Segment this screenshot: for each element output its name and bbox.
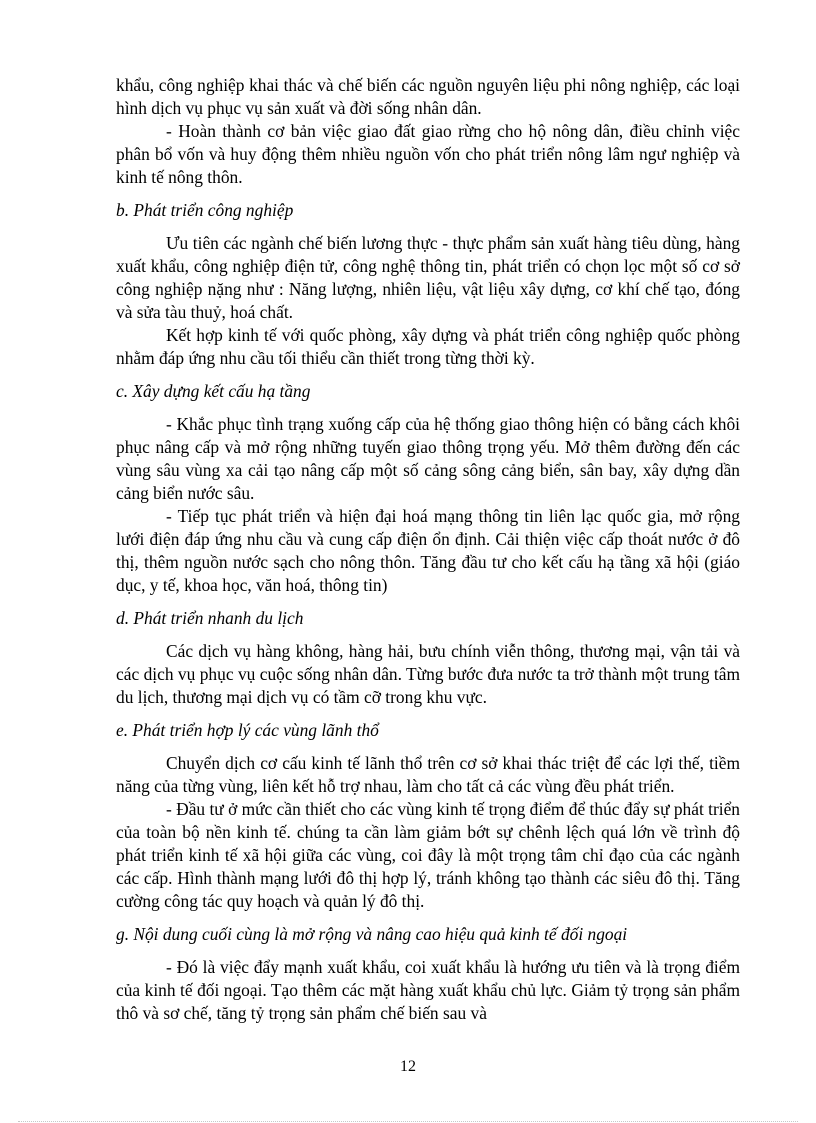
paragraph: Các dịch vụ hàng không, hàng hải, bưu chính viễn thông, thương mại, vận tải và các dịch vụ phục vụ cuộc sống nhân dân. Từng bước đưa nước ta trở thành một trung tâm du lịch, thương mại dịch vụ có tầm cỡ trong khu vực. — [116, 641, 740, 707]
section-heading: d. Phát triển nhanh du lịch — [116, 608, 304, 628]
section-heading: b. Phát triển công nghiệp — [116, 200, 294, 220]
paragraph: Chuyển dịch cơ cấu kinh tế lãnh thổ trên cơ sở khai thác triệt để các lợi thế, tiềm năng của từng vùng, liên kết hỗ trợ nhau, làm cho tất cả các vùng đều phát triển. — [116, 753, 740, 796]
section-heading: c. Xây dựng kết cấu hạ tầng — [116, 381, 311, 401]
paragraph: khẩu, công nghiệp khai thác và chế biến các nguồn nguyên liệu phi nông nghiệp, các loại hình dịch vụ phục vụ sản xuất và đời sống nhân dân. — [116, 75, 740, 118]
section-heading: e. Phát triển hợp lý các vùng lãnh thổ — [116, 720, 379, 740]
section-heading: g. Nội dung cuối cùng là mở rộng và nâng cao hiệu quả kinh tế đối ngoại — [116, 924, 628, 944]
paragraph: - Đầu tư ở mức cần thiết cho các vùng kinh tế trọng điểm để thúc đẩy sự phát triển của toàn bộ nền kinh tế. chúng ta cần làm giảm bớt sự chênh lệch quá lớn về trình độ phát triển kinh tế xã hội giữa các vùng, coi đây là một trọng tâm chỉ đạo của các ngành các cấp. Hình thành mạng lưới đô thị hợp lý, tránh không tạo thành các siêu đô thị. Tăng cường công tác quy hoạch và quản lý đô thị. — [116, 799, 741, 911]
paragraph: - Đó là việc đẩy mạnh xuất khẩu, coi xuất khẩu là hướng ưu tiên và là trọng điểm của kinh tế đối ngoại. Tạo thêm các mặt hàng xuất khẩu chủ lực. Giảm tỷ trọng sản phẩm thô và sơ chế, tăng tỷ trọng sản phẩm chế biến sau và — [116, 957, 740, 1023]
paragraph: - Hoàn thành cơ bản việc giao đất giao rừng cho hộ nông dân, điều chỉnh việc phân bổ vốn và huy động thêm nhiều nguồn vốn cho phát triển nông lâm ngư nghiệp và kinh tế nông thôn. — [116, 121, 740, 187]
page-bottom-divider — [18, 1121, 798, 1122]
page-number: 12 — [400, 1058, 416, 1075]
paragraph: Ưu tiên các ngành chế biến lương thực - thực phẩm sản xuất hàng tiêu dùng, hàng xuất khẩu, công nghiệp điện tử, công nghệ thông tin, phát triển có chọn lọc một số cơ sở công nghiệp nặng như : Năng lượng, nhiên liệu, vật liệu xây dựng, cơ khí chế tạo, đóng và sửa tàu thuỷ, hoá chất. — [116, 233, 740, 322]
paragraph: - Khắc phục tình trạng xuống cấp của hệ thống giao thông hiện có bằng cách khôi phục nâng cấp và mở rộng những tuyến giao thông trọng yếu. Mở thêm đường đến các vùng sâu vùng xa cải tạo nâng cấp một số cảng sông cảng biển, sân bay, xây dựng dần cảng biển nước sâu. — [116, 414, 740, 503]
page-body — [116, 74, 740, 1025]
paragraph: - Tiếp tục phát triển và hiện đại hoá mạng thông tin liên lạc quốc gia, mở rộng lưới điện đáp ứng nhu cầu và cung cấp điện ổn định. Cải thiện việc cấp thoát nước ở đô thị, thêm nguồn nước sạch cho nông thôn. Tăng đầu tư cho kết cấu hạ tầng xã hội (giáo dục, y tế, khoa học, văn hoá, thông tin) — [116, 506, 740, 595]
paragraph: Kết hợp kinh tế với quốc phòng, xây dựng và phát triển công nghiệp quốc phòng nhằm đáp ứng nhu cầu tối thiểu cần thiết trong từng thời kỳ. — [116, 325, 740, 368]
